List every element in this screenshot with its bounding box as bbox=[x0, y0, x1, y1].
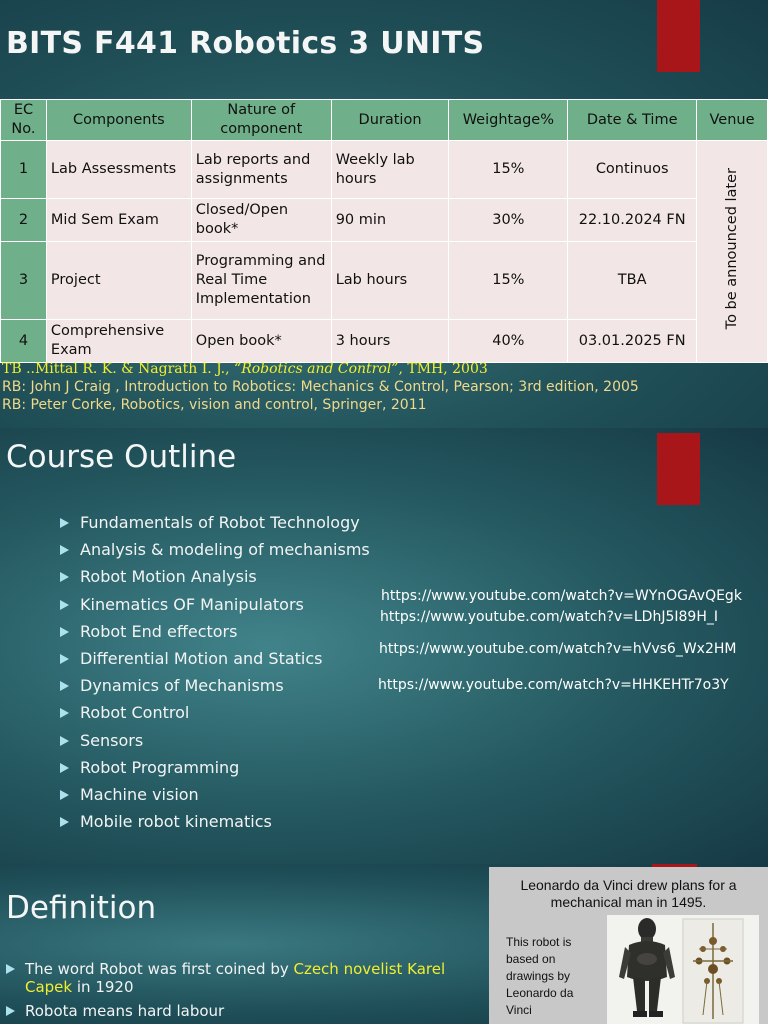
youtube-link-2[interactable]: https://www.youtube.com/watch?v=LDhJ5I89H_I bbox=[380, 609, 718, 625]
list-item bbox=[58, 730, 370, 757]
list-item-text: Sensors bbox=[80, 730, 144, 750]
bullet-triangle-icon bbox=[60, 600, 69, 610]
list-item bbox=[58, 648, 370, 675]
table-header-row bbox=[1, 100, 768, 141]
list-item-text: Mobile robot kinematics bbox=[80, 812, 272, 832]
cell-date-time: 03.01.2025 FN bbox=[568, 320, 697, 363]
image-title: Leonardo da Vinci drew plans for a mechanical man in 1495. bbox=[520, 877, 737, 910]
header-components: Components bbox=[46, 100, 191, 141]
reference-book-1: RB: John J Craig , Introduction to Robotics: Mechanics & Control, Pearson; 3rd edition, 2005 bbox=[2, 379, 639, 395]
list-item bbox=[58, 539, 370, 566]
bullet-triangle-icon bbox=[60, 518, 69, 528]
cell-date-time: Continuos bbox=[568, 141, 697, 199]
red-accent-tab bbox=[657, 0, 700, 72]
table-row bbox=[1, 320, 768, 363]
bullet-triangle-icon bbox=[60, 545, 69, 555]
bullet-triangle-icon bbox=[60, 572, 69, 582]
youtube-link-3[interactable]: https://www.youtube.com/watch?v=hVvs6_Wx2HM bbox=[379, 641, 737, 657]
youtube-link-4[interactable]: https://www.youtube.com/watch?v=HHKEHTr7o3Y bbox=[378, 677, 729, 693]
list-item-text: Machine vision bbox=[80, 784, 199, 804]
slide-definition bbox=[0, 864, 768, 1024]
list-item-text: Robot Programming bbox=[80, 757, 240, 777]
venue-text: To be announced later bbox=[723, 167, 740, 330]
slide-title: BITS F441 Robotics 3 UNITS bbox=[6, 26, 485, 61]
armored-robot-icon bbox=[607, 915, 759, 1024]
bullet-triangle-icon bbox=[60, 627, 69, 637]
textbook-title: “Robotics and Control” bbox=[234, 361, 399, 377]
header-weightage: Weightage% bbox=[449, 100, 568, 141]
bullet-triangle-icon bbox=[6, 1006, 15, 1016]
list-item-text: Kinematics OF Manipulators bbox=[80, 594, 304, 614]
cell-date-time: 22.10.2024 FN bbox=[568, 199, 697, 242]
list-item-text: Robot End effectors bbox=[80, 621, 238, 641]
cell-ec-no: 3 bbox=[1, 242, 47, 320]
red-accent-tab bbox=[657, 433, 700, 505]
cell-component: Mid Sem Exam bbox=[46, 199, 191, 242]
robot-photo bbox=[607, 915, 759, 1024]
list-item-text: Dynamics of Mechanisms bbox=[80, 676, 284, 696]
bullet-triangle-icon bbox=[6, 964, 15, 974]
definition-list bbox=[6, 960, 476, 1024]
reference-book-2: RB: Peter Corke, Robotics, vision and control, Springer, 2011 bbox=[2, 397, 427, 413]
list-item-text: Analysis & modeling of mechanisms bbox=[80, 540, 370, 560]
cell-nature: Open book* bbox=[191, 320, 331, 363]
bullet-triangle-icon bbox=[60, 654, 69, 664]
bullet-triangle-icon bbox=[60, 763, 69, 773]
table-row bbox=[1, 242, 768, 320]
list-item bbox=[58, 784, 370, 811]
youtube-link-1[interactable]: https://www.youtube.com/watch?v=WYnOGAvQEgk bbox=[381, 588, 742, 604]
cell-nature: Lab reports and assignments bbox=[191, 141, 331, 199]
list-item-text: Robot Motion Analysis bbox=[80, 567, 257, 587]
image-caption: This robot is based on drawings by Leonardo da Vinci bbox=[506, 935, 574, 1017]
cell-weightage: 40% bbox=[449, 320, 568, 363]
highlight-text: Czech novelist Karel Capek bbox=[25, 960, 446, 996]
list-item bbox=[58, 566, 370, 593]
cell-weightage: 30% bbox=[449, 199, 568, 242]
cell-component: Lab Assessments bbox=[46, 141, 191, 199]
definition-text: Robota means hard labour bbox=[25, 1002, 225, 1020]
list-item bbox=[6, 960, 476, 996]
davinci-robot-image bbox=[489, 867, 768, 1024]
list-item bbox=[58, 594, 370, 621]
list-item bbox=[58, 675, 370, 702]
cell-venue bbox=[697, 141, 768, 363]
header-date-time: Date & Time bbox=[568, 100, 697, 141]
table-row bbox=[1, 141, 768, 199]
list-item-text: Robot Control bbox=[80, 703, 190, 723]
cell-date-time: TBA bbox=[568, 242, 697, 320]
list-item-text: Differential Motion and Statics bbox=[80, 648, 323, 668]
table-row bbox=[1, 199, 768, 242]
cell-duration: Weekly lab hours bbox=[331, 141, 449, 199]
header-duration: Duration bbox=[331, 100, 449, 141]
cell-duration: 90 min bbox=[331, 199, 449, 242]
bullet-triangle-icon bbox=[60, 708, 69, 718]
bullet-triangle-icon bbox=[60, 736, 69, 746]
cell-nature: Closed/Open book* bbox=[191, 199, 331, 242]
definition-text: The word Robot was first coined by bbox=[25, 960, 294, 978]
bullet-triangle-icon bbox=[60, 681, 69, 691]
textbook-publisher: , TMH, 2003 bbox=[398, 361, 488, 377]
slide-title: Definition bbox=[6, 890, 157, 926]
references bbox=[2, 360, 639, 414]
textbook-reference bbox=[2, 360, 639, 378]
bullet-triangle-icon bbox=[60, 790, 69, 800]
list-item bbox=[58, 702, 370, 729]
slide-course-info bbox=[0, 0, 768, 428]
list-item bbox=[6, 1002, 476, 1020]
header-nature: Nature of component bbox=[191, 100, 331, 141]
bullet-triangle-icon bbox=[60, 817, 69, 827]
cell-component: Project bbox=[46, 242, 191, 320]
cell-duration: Lab hours bbox=[331, 242, 449, 320]
cell-ec-no: 4 bbox=[1, 320, 47, 363]
list-item bbox=[58, 512, 370, 539]
outline-list bbox=[58, 512, 370, 838]
list-item bbox=[58, 757, 370, 784]
list-item bbox=[58, 811, 370, 838]
cell-component: Comprehensive Exam bbox=[46, 320, 191, 363]
cell-ec-no: 2 bbox=[1, 199, 47, 242]
list-item-text: Fundamentals of Robot Technology bbox=[80, 513, 360, 532]
slide-course-outline bbox=[0, 428, 768, 864]
evaluation-table bbox=[0, 99, 768, 363]
list-item bbox=[58, 621, 370, 648]
cell-weightage: 15% bbox=[449, 242, 568, 320]
header-ec-no: EC No. bbox=[1, 100, 47, 141]
cell-ec-no: 1 bbox=[1, 141, 47, 199]
textbook-authors: TB ..Mittal R. K. & Nagrath I. J., bbox=[2, 361, 235, 377]
slide-title: Course Outline bbox=[6, 439, 237, 475]
definition-text-end: in 1920 bbox=[72, 978, 134, 996]
cell-nature: Programming and Real Time Implementation bbox=[191, 242, 331, 320]
cell-duration: 3 hours bbox=[331, 320, 449, 363]
header-venue: Venue bbox=[697, 100, 768, 141]
cell-weightage: 15% bbox=[449, 141, 568, 199]
